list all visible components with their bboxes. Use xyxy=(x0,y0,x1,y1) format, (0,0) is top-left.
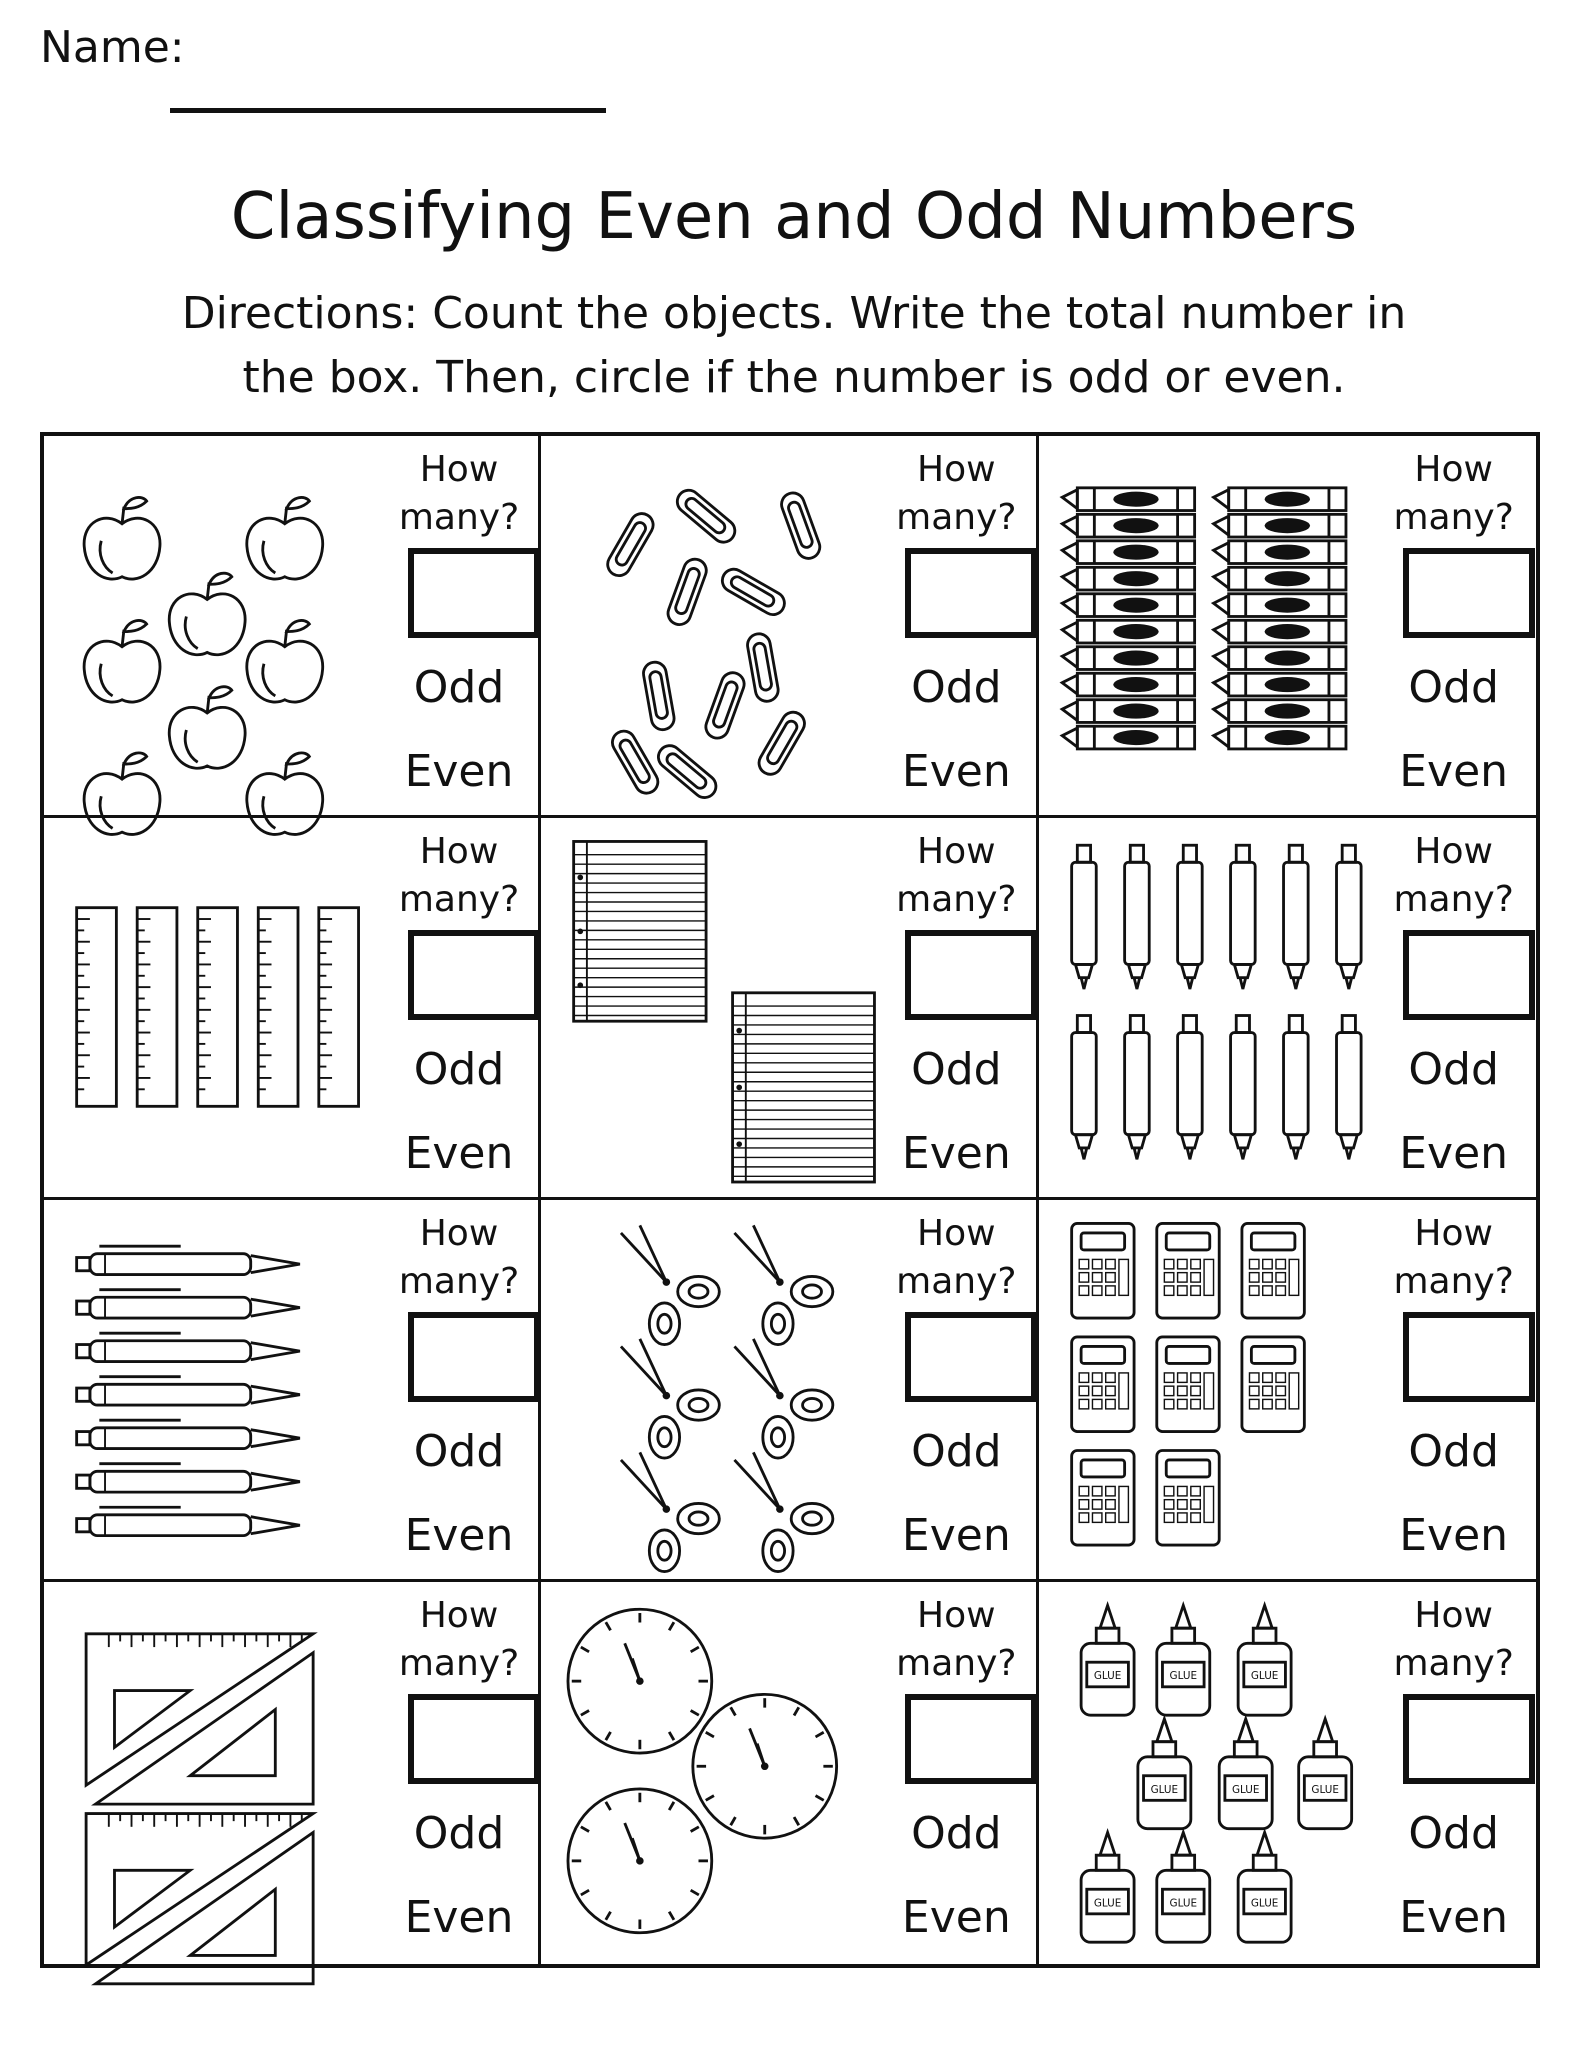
how-many-line-2: many? xyxy=(398,497,520,538)
name-label: Name: xyxy=(40,22,185,73)
even-option[interactable]: Even xyxy=(1399,1128,1509,1179)
how-many-line-2: many? xyxy=(398,1261,520,1302)
answer-panel xyxy=(1379,1200,1529,1579)
how-many-label xyxy=(384,1592,534,1688)
how-many-line-1: How xyxy=(419,1213,499,1254)
even-option[interactable]: Even xyxy=(404,1510,514,1561)
how-many-line-1: How xyxy=(917,1595,996,1636)
even-option[interactable]: Even xyxy=(901,1128,1011,1179)
how-many-label xyxy=(1379,1592,1529,1688)
answer-box[interactable] xyxy=(1403,1312,1535,1402)
odd-option[interactable]: Odd xyxy=(413,662,505,713)
odd-option[interactable]: Odd xyxy=(1408,662,1499,713)
ruler-icon xyxy=(58,832,398,1182)
answer-panel xyxy=(384,436,534,815)
clock-icon xyxy=(555,1596,895,1946)
answer-panel xyxy=(384,1582,534,1964)
answer-panel xyxy=(1379,1582,1529,1964)
odd-option[interactable]: Odd xyxy=(911,662,1002,713)
answer-box[interactable] xyxy=(1403,548,1535,638)
answer-panel xyxy=(384,818,534,1197)
even-option[interactable]: Even xyxy=(901,1892,1011,1943)
odd-option[interactable]: Odd xyxy=(911,1808,1002,1859)
counting-cell xyxy=(44,1582,541,1964)
directions-line-1: Directions: Count the objects. Write the total number in xyxy=(181,288,1407,339)
how-many-line-2: many? xyxy=(1393,1261,1514,1302)
how-many-label xyxy=(1379,1210,1529,1306)
answer-box[interactable] xyxy=(1403,1694,1535,1784)
answer-box[interactable] xyxy=(905,1312,1037,1402)
how-many-line-1: How xyxy=(1414,449,1493,490)
counting-cell xyxy=(1039,436,1536,818)
how-many-line-1: How xyxy=(1414,1213,1493,1254)
answer-panel xyxy=(881,1582,1031,1964)
how-many-label xyxy=(881,828,1031,924)
even-option[interactable]: Even xyxy=(1399,746,1509,797)
odd-option[interactable]: Odd xyxy=(1408,1808,1499,1859)
even-option[interactable]: Even xyxy=(901,746,1011,797)
how-many-line-2: many? xyxy=(1393,879,1514,920)
name-line[interactable] xyxy=(170,108,606,113)
how-many-line-2: many? xyxy=(896,879,1017,920)
answer-panel xyxy=(1379,436,1529,815)
how-many-line-1: How xyxy=(419,1595,499,1636)
how-many-label xyxy=(881,1592,1031,1688)
counting-cell xyxy=(44,1200,541,1582)
scissors-icon xyxy=(555,1214,895,1564)
answer-box[interactable] xyxy=(408,1312,540,1402)
how-many-label xyxy=(1379,446,1529,542)
pen-icon xyxy=(58,1214,398,1564)
how-many-line-2: many? xyxy=(1393,497,1514,538)
answer-panel xyxy=(881,436,1031,815)
answer-panel xyxy=(881,1200,1031,1579)
how-many-line-1: How xyxy=(917,831,996,872)
glue-label: GLUE xyxy=(1093,1897,1122,1910)
counting-cell xyxy=(541,1200,1038,1582)
glue-label: GLUE xyxy=(1250,1670,1279,1683)
glue-label: GLUE xyxy=(1093,1670,1122,1683)
odd-option[interactable]: Odd xyxy=(1408,1426,1499,1477)
how-many-line-2: many? xyxy=(398,1643,520,1684)
how-many-line-2: many? xyxy=(896,1261,1017,1302)
answer-panel xyxy=(881,818,1031,1197)
glue-label: GLUE xyxy=(1250,1897,1279,1910)
how-many-line-1: How xyxy=(917,449,996,490)
how-many-line-1: How xyxy=(419,831,499,872)
how-many-label xyxy=(384,446,534,542)
answer-box[interactable] xyxy=(408,1694,540,1784)
odd-option[interactable]: Odd xyxy=(413,1808,505,1859)
answer-panel xyxy=(1379,818,1529,1197)
how-many-line-1: How xyxy=(1414,831,1493,872)
crayon-icon xyxy=(1053,450,1393,800)
counting-cell xyxy=(541,818,1038,1200)
glue-label: GLUE xyxy=(1311,1783,1339,1796)
counting-cell xyxy=(1039,1200,1536,1582)
how-many-line-1: How xyxy=(419,449,499,490)
odd-option[interactable]: Odd xyxy=(1408,1044,1499,1095)
how-many-line-2: many? xyxy=(896,497,1017,538)
glue-bottle-icon xyxy=(1053,1596,1393,1946)
glue-label: GLUE xyxy=(1169,1897,1197,1910)
even-option[interactable]: Even xyxy=(404,1892,514,1943)
counting-cell xyxy=(541,1582,1038,1964)
how-many-line-1: How xyxy=(1414,1595,1493,1636)
counting-cell xyxy=(1039,1582,1536,1964)
how-many-label xyxy=(384,828,534,924)
even-option[interactable]: Even xyxy=(1399,1510,1509,1561)
odd-option[interactable]: Odd xyxy=(413,1426,505,1477)
counting-grid xyxy=(40,432,1540,1968)
glue-label: GLUE xyxy=(1150,1783,1178,1796)
counting-cell xyxy=(541,436,1038,818)
how-many-label xyxy=(881,446,1031,542)
notebook-paper-icon xyxy=(555,832,895,1182)
paper-clip-icon xyxy=(555,450,895,800)
odd-option[interactable]: Odd xyxy=(911,1044,1002,1095)
even-option[interactable]: Even xyxy=(404,1128,514,1179)
apple-icon xyxy=(58,450,398,800)
set-square-icon xyxy=(58,1596,398,1946)
even-option[interactable]: Even xyxy=(1399,1892,1509,1943)
worksheet-title: Classifying Even and Odd Numbers xyxy=(230,180,1358,254)
even-option[interactable]: Even xyxy=(901,1510,1011,1561)
counting-cell xyxy=(44,818,541,1200)
glue-label: GLUE xyxy=(1231,1783,1260,1796)
directions-line-2: the box. Then, circle if the number is odd or even. xyxy=(242,352,1346,403)
answer-box[interactable] xyxy=(905,548,1037,638)
marker-icon xyxy=(1053,832,1393,1182)
even-option[interactable]: Even xyxy=(404,746,514,797)
answer-box[interactable] xyxy=(408,548,540,638)
answer-box[interactable] xyxy=(905,1694,1037,1784)
counting-cell xyxy=(44,436,541,818)
glue-label: GLUE xyxy=(1169,1670,1197,1683)
how-many-line-1: How xyxy=(917,1213,996,1254)
answer-panel xyxy=(384,1200,534,1579)
how-many-line-2: many? xyxy=(398,879,520,920)
odd-option[interactable]: Odd xyxy=(413,1044,505,1095)
directions xyxy=(0,282,1588,410)
how-many-line-2: many? xyxy=(1393,1643,1514,1684)
answer-box[interactable] xyxy=(408,930,540,1020)
counting-cell xyxy=(1039,818,1536,1200)
calculator-icon xyxy=(1053,1214,1393,1564)
odd-option[interactable]: Odd xyxy=(911,1426,1002,1477)
answer-box[interactable] xyxy=(905,930,1037,1020)
how-many-label xyxy=(1379,828,1529,924)
answer-box[interactable] xyxy=(1403,930,1535,1020)
how-many-label xyxy=(384,1210,534,1306)
how-many-label xyxy=(881,1210,1031,1306)
how-many-line-2: many? xyxy=(896,1643,1017,1684)
